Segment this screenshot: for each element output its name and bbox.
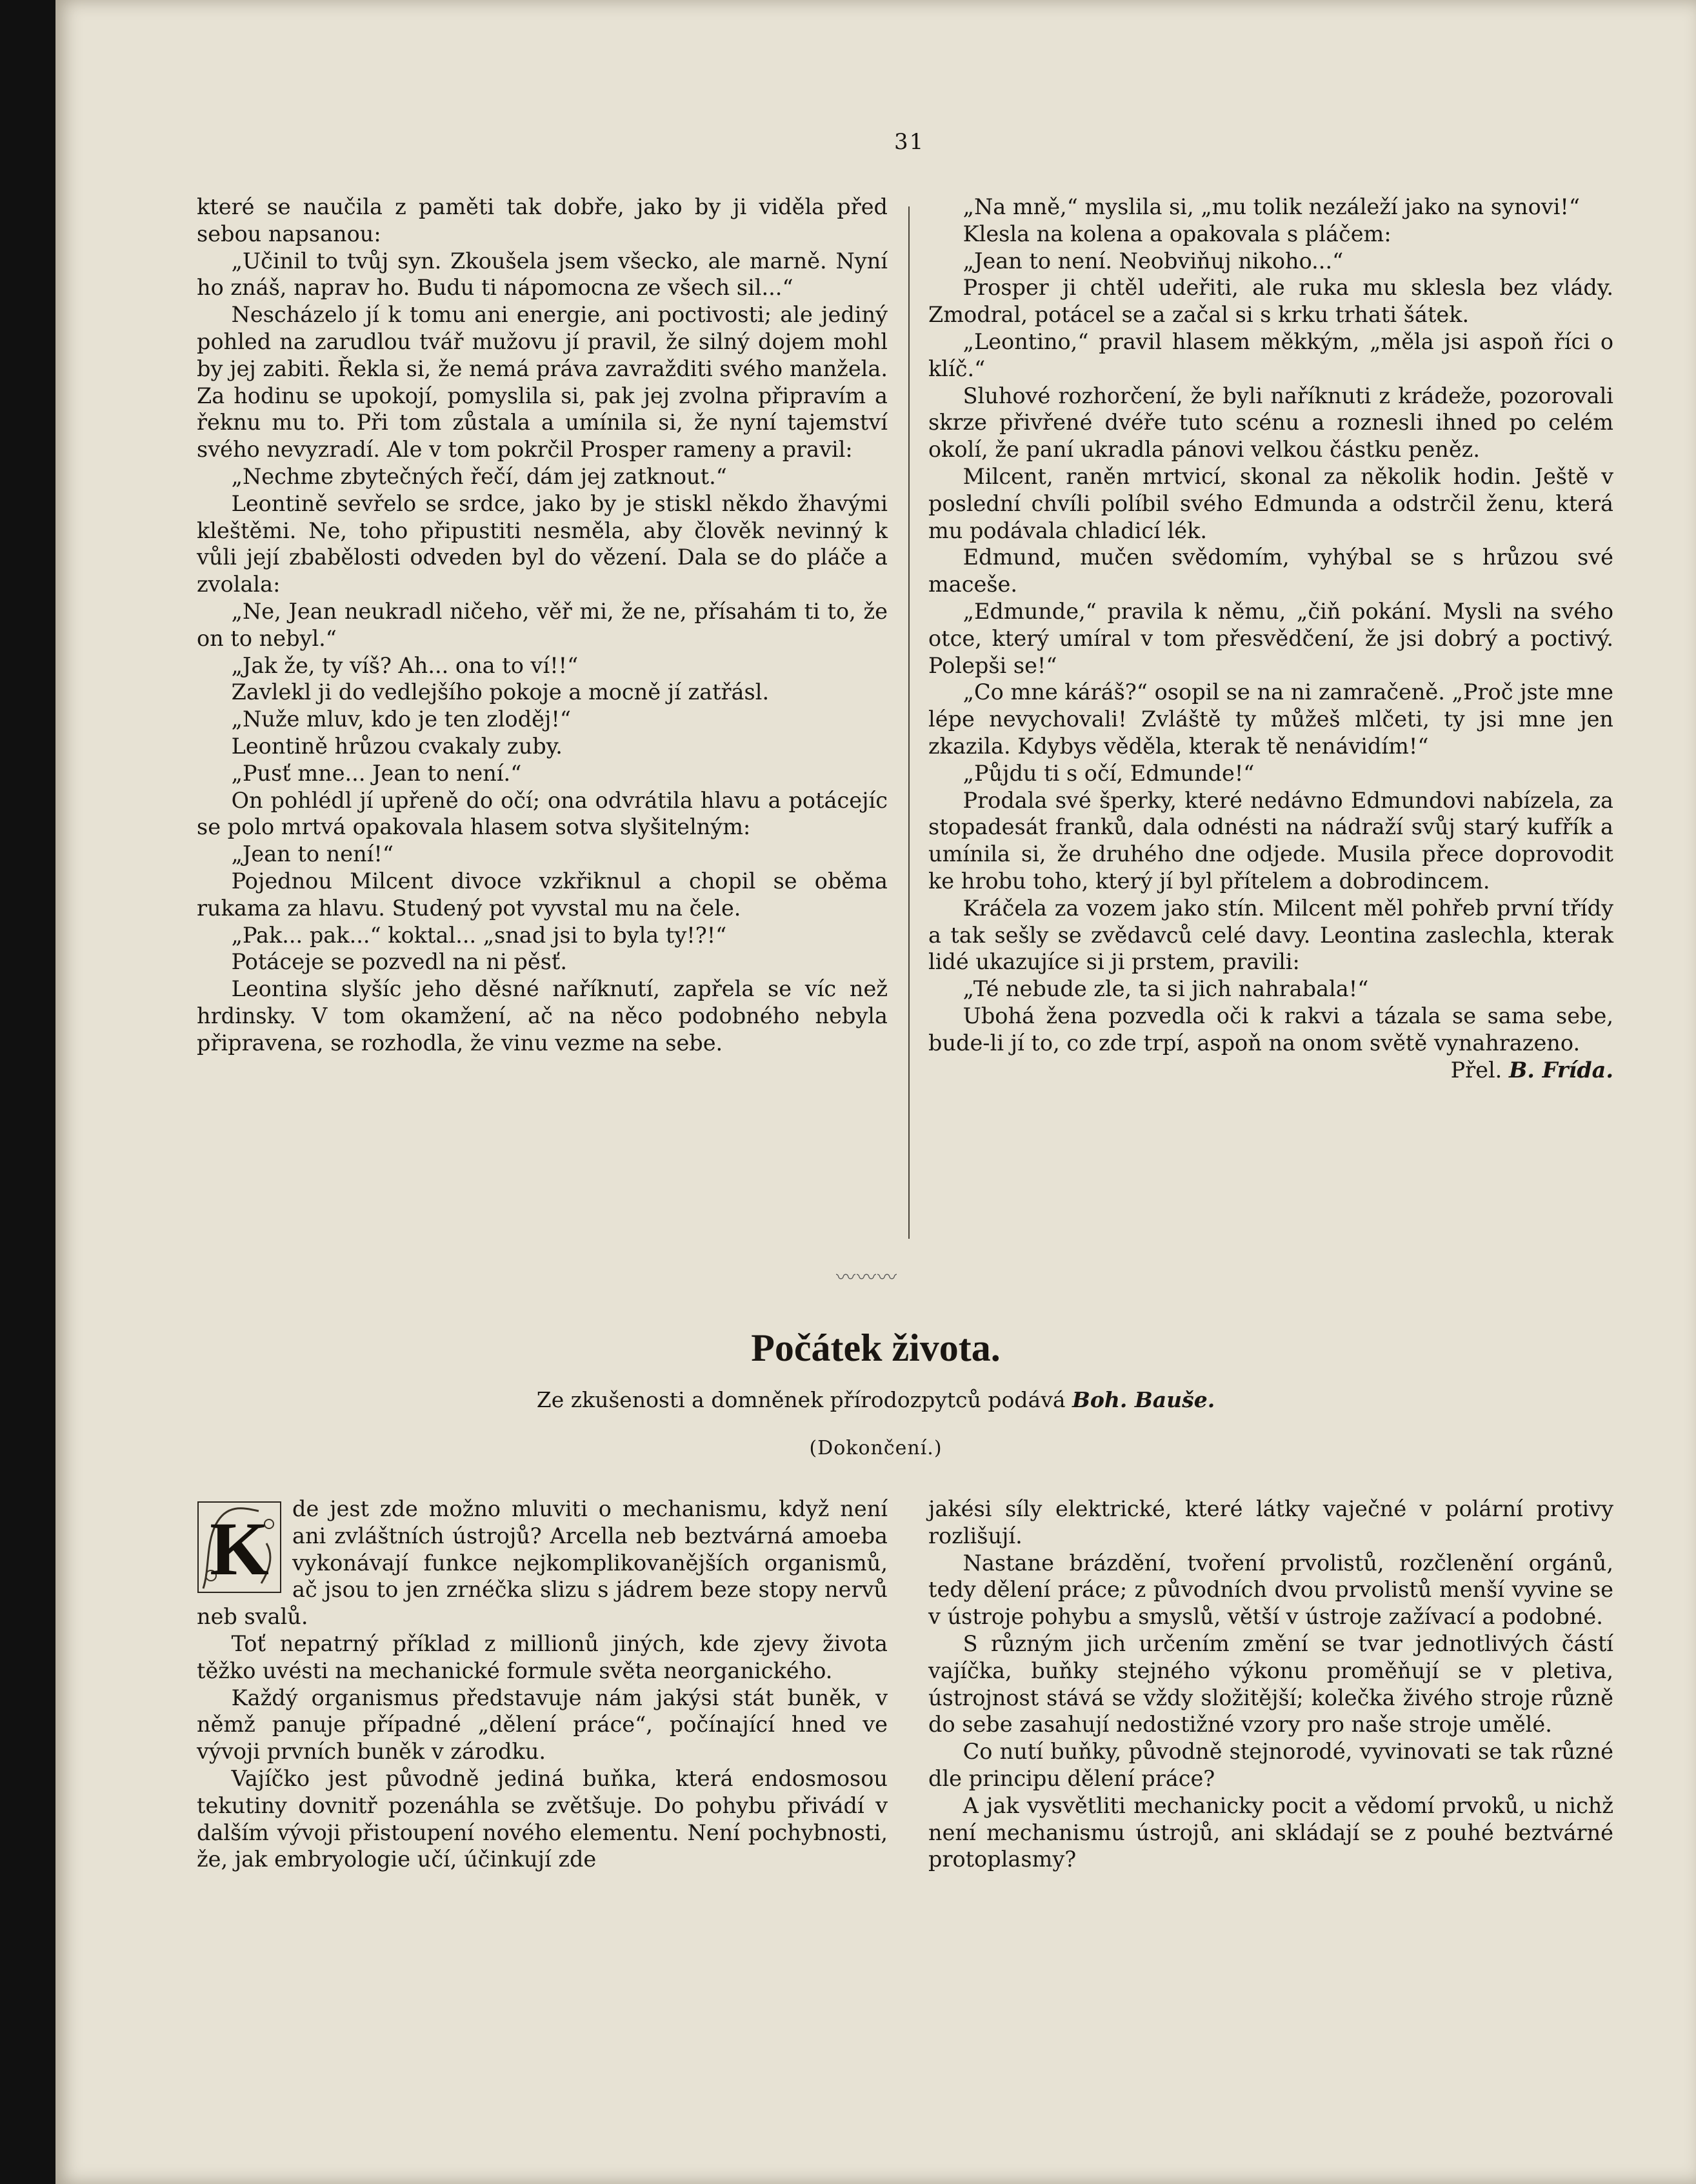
paragraph: které se naučila z paměti tak dobře, jako by ji viděla před sebou napsanou: — [197, 194, 888, 246]
paragraph: „Leontino,“ pravil hlasem měkkým, „měla jsi aspoň říci o klíč.“ — [928, 328, 1613, 381]
article-column-right — [928, 1496, 1613, 2025]
signature-name: B. Frída. — [1508, 1057, 1613, 1083]
paragraph: de jest zde možno mluviti o mechanismu, když není ani zvláštních ústrojů? Arcella neb beztvárná amoeba vykonávají funkce nejkomplikovanějších organismů, ač jsou to jen zrnéčka slizu s jádrem beze stopy nervů neb svalů. — [197, 1496, 888, 1630]
article-title: Počátek života. — [751, 1327, 1001, 1369]
dropcap-letter: K — [210, 1507, 269, 1591]
paragraph: Sluhové rozhorčení, že byli naříknuti z krádeže, pozorovali skrze přivřené dvéře tuto scénu a roznesli ihned po celém okolí, že paní ukradla pánovi velkou částku peněz. — [928, 383, 1613, 463]
paragraph: Každý organismus představuje nám jakýsi stát buněk, v němž panuje případné „dělení práce“, počínající hned ve vývoji prvních buněk v zárodku. — [197, 1685, 888, 1765]
paragraph: Milcent, raněn mrtvicí, skonal za několik hodin. Ještě v poslední chvíli políbil svého Edmunda a odstrčil ženu, která mu podávala chladicí lék. — [928, 463, 1613, 543]
continuation-note: (Dokončení.) — [809, 1437, 943, 1459]
article-author: Boh. Bauše. — [1072, 1387, 1215, 1412]
paragraph: Nescházelo jí k tomu ani energie, ani poctivosti; ale jediný pohled na zarudlou tvář mužovu jí pravil, že silný dojem mohl by jej zabiti. Řekla si, že nemá práva zavražditi svého manžela. Za hodinu se upokojí, pomyslila si, pak jej zvolna připravím a řeknu mu to. Při tom zůstala a umínila si, že nyní tajemství svého nevyzradí. Ale v tom pokrčil Prosper rameny a pravil: — [197, 302, 888, 463]
page-number: 31 — [894, 129, 925, 155]
paragraph: „Učinil to tvůj syn. Zkoušela jsem všecko, ale marně. Nyní ho znáš, naprav ho. Budu ti nápomocna ze všech sil...“ — [197, 248, 888, 301]
paragraph: „Co mne káráš?“ osopil se na ni zamračeně. „Proč jste mne lépe nevychovali! Zvláště ty můžeš mlčeti, ty jsi mne jen zkazila. Kdybys věděla, kterak tě nenávidím!“ — [928, 679, 1613, 759]
paragraph: Edmund, mučen svědomím, vyhýbal se s hrůzou své macešе. — [928, 545, 1613, 597]
paragraph: Vajíčko jest původně jediná buňka, která endosmosou tekutiny dovnitř pozenáhla se zvětšuje. Do pohybu přivádí v dalším vývoji přistoupení nového elementu. Není pochybnosti, že, jak embryologie učí, účinkují zde — [197, 1765, 888, 1872]
article-subtitle — [55, 1387, 1696, 1412]
column-divider — [908, 206, 910, 1239]
paragraph: „Té nebude zle, ta si jich nahrabala!“ — [963, 976, 1369, 1002]
paragraph: Prodala své šperky, které nedávno Edmundovi nabízela, za stopadesát franků, dala odnésti na nádraží svůj starý kufřík a umínila si, že druhého dne odjede. Musila přece doprovodit ke hrobu toho, který jí byl přítelem a dobrodincem. — [928, 787, 1613, 894]
section-ornament: 〰〰〰 — [836, 1267, 898, 1289]
paragraph: Potáceje se pozvedl na ni pěsť. — [231, 949, 568, 975]
signature-prefix: Přel. — [1450, 1057, 1502, 1083]
paragraph: „Nuže mluv, kdo je ten zloděj!“ — [231, 706, 571, 732]
paragraph: jakési síly elektrické, které látky vaječné v polární protivy rozlišují. — [928, 1496, 1613, 1548]
paragraph: Co nutí buňky, původně stejnorodé, vyvinovati se tak různé dle principu dělení práce? — [928, 1739, 1613, 1791]
story-column-right — [928, 194, 1613, 1239]
paragraph: „Půjdu ti s očí, Edmunde!“ — [963, 760, 1255, 786]
paragraph: Kráčela za vozem jako stín. Milcent měl pohřeb první třídy a tak sešly se zvědavců celé davy. Leontina zaslechla, kterak lidé ukazujíce si ji prstem, pravili: — [928, 895, 1613, 975]
paragraph: Toť nepatrný příklad z millionů jiných, kde zjevy života těžko uvésti na mechanické formule světa neorganického. — [197, 1630, 888, 1683]
paragraph: Leontina slyšíc jeho děsné naříknutí, zapřela se víc než hrdinsky. V tom okamžení, ač na něco podobného nebyla připravena, se rozhodla, že vinu vezme na sebe. — [197, 976, 888, 1056]
paragraph: „Jak že, ty víš? Ah... ona to ví!!“ — [231, 652, 579, 678]
translator-signature — [928, 1057, 1613, 1084]
paragraph: Prosper ji chtěl udeřiti, ale ruka mu sklesla bez vlády. Zmodral, potácel se a začal si s krku trhati šátek. — [928, 275, 1613, 328]
book-page — [55, 0, 1696, 2184]
paragraph: „Ne, Jean neukradl ničeho, věř mi, že ne, přísahám ti to, že on to nebyl.“ — [197, 598, 888, 651]
paragraph: „Jean to není!“ — [231, 841, 394, 867]
paragraph: Ubohá žena pozvedla oči k rakvi a tázala se sama sebe, bude-li jí to, co zde trpí, aspoň na onom světě vynahrazeno. — [928, 1003, 1613, 1056]
article-column-left — [197, 1496, 888, 2025]
paragraph: S různým jich určením změní se tvar jednotlivých částí vajíčka, buňky stejného výkonu proměňují se v pletiva, ústrojnost stává se vždy složitější; kolečka živého stroje různě do sebe zasahují nedostižné vzory pro naše stroje umělé. — [928, 1630, 1613, 1738]
paragraph: Zavlekl ji do vedlejšího pokoje a mocně jí zatřásl. — [231, 679, 770, 705]
paragraph: „Jean to není. Neobviňuj nikoho...“ — [963, 248, 1344, 274]
dropcap-icon — [197, 1498, 282, 1595]
paragraph: „Edmunde,“ pravila k němu, „čiň pokání. Mysli na svého otce, který umíral v tom přesvědčení, že jsi dobrý a poctivý. Polepši se!“ — [928, 598, 1613, 678]
paragraph: „Pak... pak...“ koktal... „snad jsi to byla ty!?!“ — [231, 922, 727, 948]
paragraph: Leontině hrůzou cvakaly zuby. — [231, 733, 563, 759]
paragraph: „Nechme zbytečných řečí, dám jej zatknout.“ — [231, 463, 727, 489]
paragraph: Nastane brázdění, tvoření prvolistů, rozčlenění orgánů, tedy dělení práce; z původních dvou prvolistů menší vyvine se v ústroje pohybu a smyslů, větší v ústroje zažívací a podobné. — [928, 1550, 1613, 1630]
paragraph: „Pusť mne... Jean to není.“ — [231, 760, 522, 786]
paragraph: „Na mně,“ myslila si, „mu tolik nezáleží jako na synovi!“ — [963, 194, 1581, 219]
paragraph: On pohlédl jí upřeně do očí; ona odvrátila hlavu a potácejíc se polo mrtvá opakovala hlasem sotva slyšitelným: — [197, 787, 888, 840]
subtitle-text: Ze zkušenosti a domněnek přírodozpytců podává — [536, 1387, 1066, 1412]
paragraph: Leontině sevřelo se srdce, jako by je stiskl někdo žhavými kleštěmi. Ne, toho připustiti nesměla, aby člověk nevinný k vůli její zbabělosti odveden byl do vězení. Dala se do pláče a zvolala: — [197, 490, 888, 597]
paragraph: Pojednou Milcent divoce vzkřiknul a chopil se oběma rukama za hlavu. Studený pot vyvstal mu na čele. — [197, 868, 888, 921]
story-column-left — [197, 194, 888, 1239]
paragraph: Klesla na kolena a opakovala s pláčem: — [963, 221, 1392, 246]
paragraph: A jak vysvětliti mechanicky pocit a vědomí prvoků, u nichž není mechanismu ústrojů, ani skládají se z pouhé beztvárné protoplasmy? — [928, 1792, 1613, 1872]
